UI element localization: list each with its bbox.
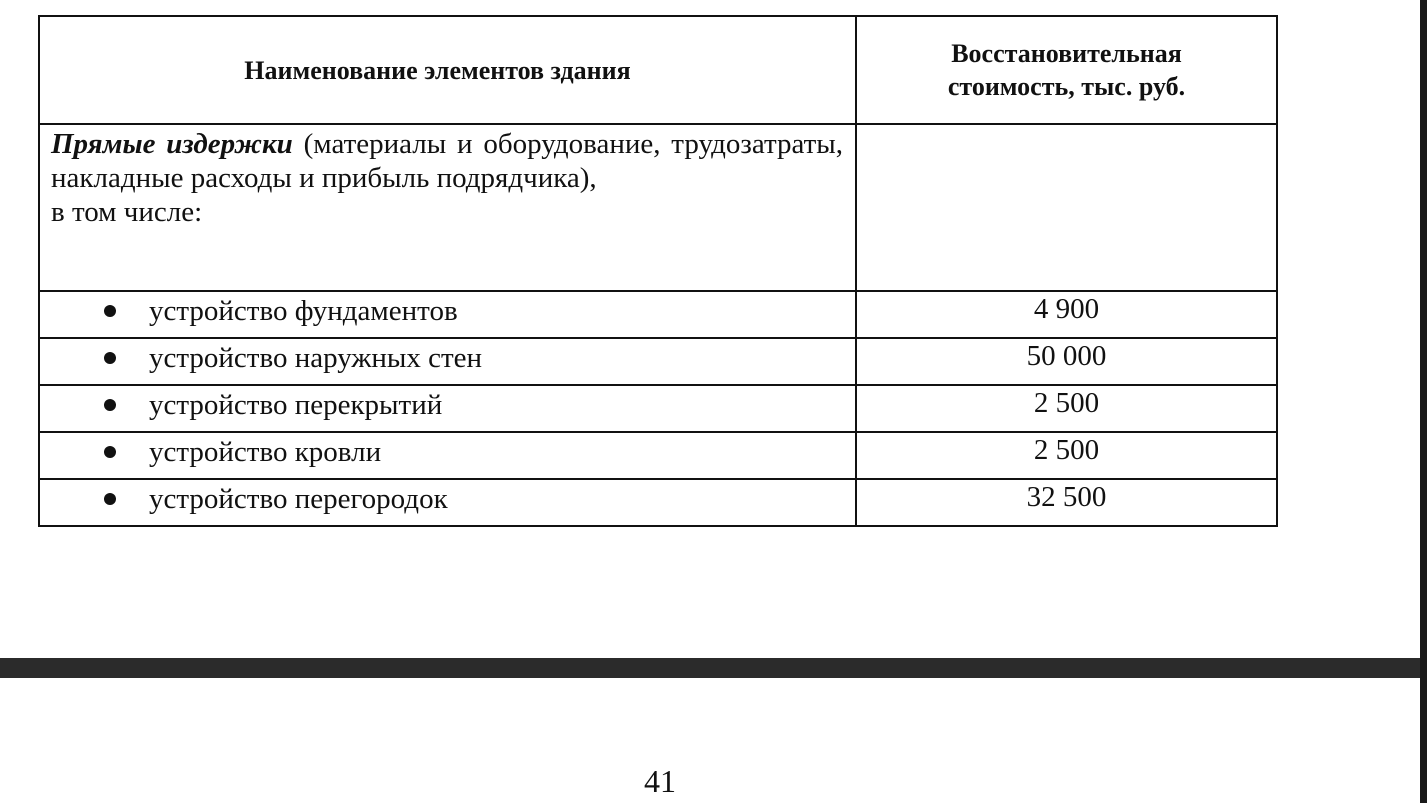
page-separator	[0, 658, 1420, 678]
table-row	[39, 338, 1277, 385]
table-header-row	[39, 16, 1277, 124]
item-name-cell	[39, 479, 856, 526]
header-cost-line-2: стоимость, тыс. руб.	[947, 72, 1186, 101]
item-name: устройство наружных стен	[149, 342, 483, 374]
item-name: устройство перекрытий	[149, 389, 443, 421]
item-cost: 4 900	[856, 291, 1277, 338]
item-cost: 50 000	[856, 338, 1277, 385]
bullet-icon	[104, 399, 116, 411]
item-name-cell	[39, 385, 856, 432]
bullet-icon	[104, 446, 116, 458]
page-number: 41	[644, 763, 676, 799]
item-cost: 2 500	[856, 432, 1277, 479]
header-element-name: Наименование элементов здания	[39, 16, 856, 124]
item-name-cell	[39, 432, 856, 479]
item-name: устройство кровли	[149, 436, 382, 468]
intro-cost-cell	[856, 124, 1277, 291]
item-name: устройство перегородок	[149, 483, 448, 515]
item-name-cell	[39, 338, 856, 385]
item-name-cell	[39, 291, 856, 338]
item-cost: 2 500	[856, 385, 1277, 432]
including-label: в том числе:	[51, 196, 203, 228]
cost-table	[38, 15, 1278, 527]
intro-cell	[39, 124, 856, 291]
item-cost: 32 500	[856, 479, 1277, 526]
bullet-icon	[104, 352, 116, 364]
table-row	[39, 479, 1277, 526]
intro-row	[39, 124, 1277, 291]
table-row	[39, 291, 1277, 338]
direct-costs-label: Прямые издержки	[51, 128, 293, 160]
viewer-right-edge	[1420, 0, 1427, 803]
direct-costs-description: (материалы и оборудование, трудозатраты, накладные расходы и прибыль подрядчика),	[51, 128, 844, 194]
item-name: устройство фундаментов	[149, 295, 458, 327]
header-cost-line-1: Восстановительная	[951, 39, 1182, 68]
bullet-icon	[104, 493, 116, 505]
header-restoration-cost	[856, 16, 1277, 124]
table-row	[39, 385, 1277, 432]
table-row	[39, 432, 1277, 479]
bullet-icon	[104, 305, 116, 317]
